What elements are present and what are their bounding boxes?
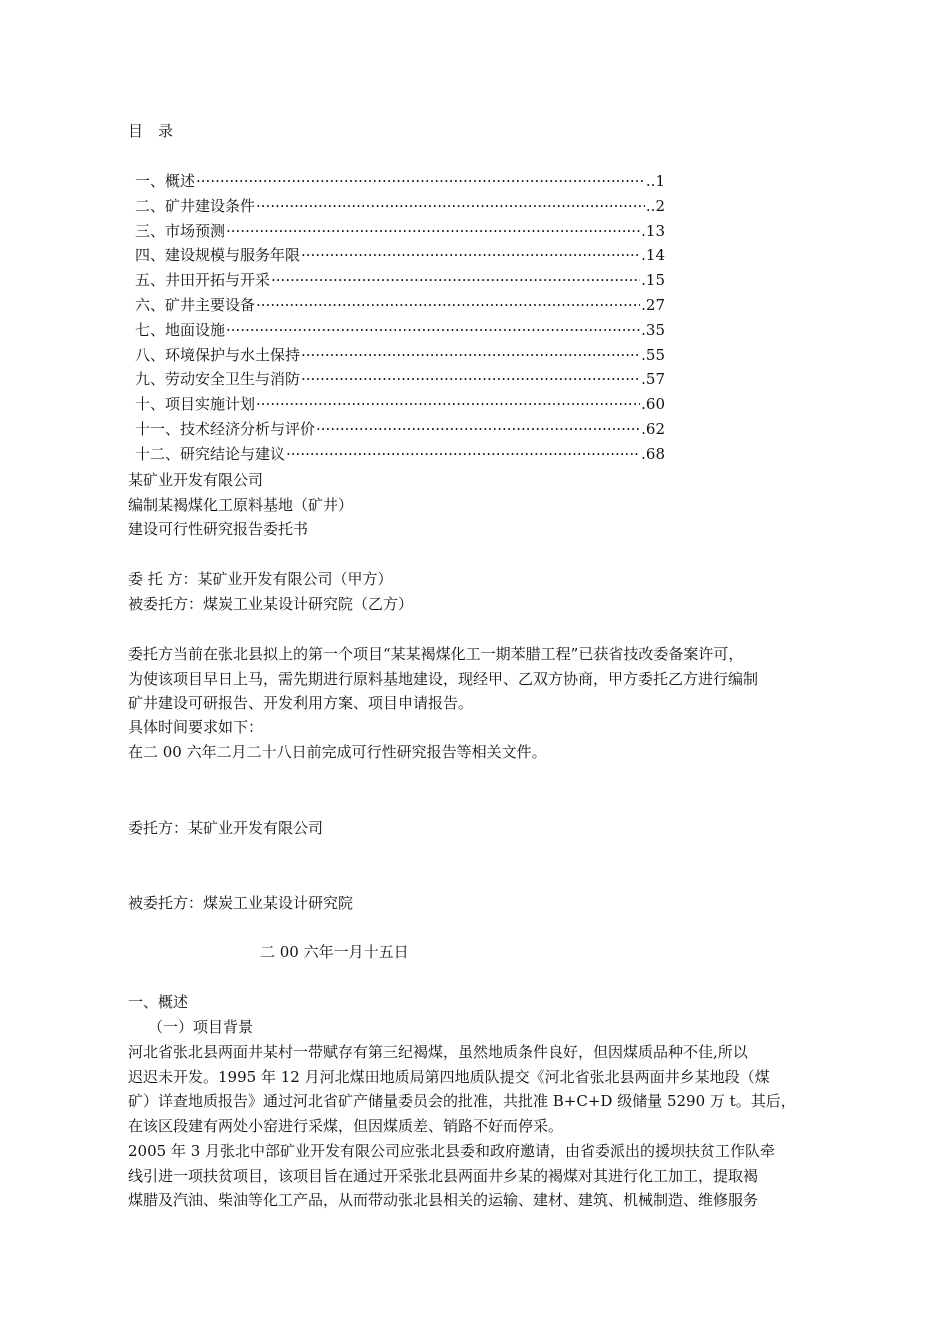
toc-dot-leader — [316, 418, 640, 440]
toc-dot-leader — [196, 170, 645, 192]
toc-item-title: 四、建设规模与服务年限 — [135, 246, 301, 265]
toc-item-page: .55 — [641, 345, 665, 364]
toc-dot-leader — [271, 269, 640, 291]
toc-item-title: 三、市场预测 — [135, 221, 226, 240]
commission-body-line-3: 矿井建设可研报告、开发利用方案、项目申请报告。 — [128, 694, 474, 712]
overview-heading: 一、概述 — [128, 993, 189, 1011]
overview-subheading: （一）项目背景 — [148, 1018, 254, 1036]
toc-item-title: 二、矿井建设条件 — [135, 196, 256, 215]
toc-item — [135, 418, 665, 440]
toc-item — [135, 443, 665, 465]
toc-dot-leader — [301, 344, 640, 366]
toc-item — [135, 244, 665, 266]
toc-item — [135, 170, 665, 192]
overview-para1-line-2: 迟迟未开发。1995 年 12 月河北煤田地质局第四地质队提交《河北省张北县两面井乡某地段（煤 — [128, 1068, 770, 1086]
signature-client: 委托方：某矿业开发有限公司 — [128, 819, 324, 837]
toc-item — [135, 319, 665, 341]
toc-item-page: .62 — [641, 420, 665, 438]
toc-item-title: 十二、研究结论与建议 — [135, 444, 286, 463]
overview-para2-line-3: 煤腊及汽油、柴油等化工产品，从而带动张北县相关的运输、建材、建筑、机械制造、维修服务 — [128, 1191, 759, 1209]
toc-item-page: .13 — [641, 221, 665, 240]
toc-heading: 目 录 — [128, 122, 174, 140]
overview-para1-line-3: 矿）详查地质报告》通过河北省矿产储量委员会的批准，共批准 B+C+D 级储量 5290 万 t。其后， — [128, 1092, 796, 1110]
toc-dot-leader — [301, 244, 640, 266]
deadline: 在二 00 六年二月二十八日前完成可行性研究报告等相关文件。 — [128, 743, 547, 761]
toc-item-page: .35 — [641, 320, 665, 339]
toc-item-page: .68 — [641, 444, 665, 463]
toc-item-title: 九、劳动安全卫生与消防 — [135, 370, 301, 389]
overview-para1-line-1: 河北省张北县两面井某村一带赋存有第三纪褐煤，虽然地质条件良好，但因煤质品种不佳,所以 — [128, 1043, 748, 1061]
overview-para2-line-1: 2005 年 3 月张北中部矿业开发有限公司应张北县委和政府邀请，由省委派出的援坝扶贫工作队牵 — [128, 1142, 776, 1160]
toc-item — [135, 269, 665, 291]
toc-item — [135, 294, 665, 316]
toc-item-page: .60 — [641, 395, 665, 414]
overview-para1-line-4: 在该区段建有两处小窑进行采煤，但因煤质差、销路不好而停采。 — [128, 1117, 564, 1135]
commission-body-line-1: 委托方当前在张北县拟上的第一个项目“某某褐煤化工一期苯腊工程”已获省技改委备案许可， — [128, 645, 744, 663]
toc-item — [135, 220, 665, 242]
toc-item — [135, 195, 665, 217]
toc-item — [135, 368, 665, 390]
toc-item-title: 八、环境保护与水土保持 — [135, 345, 301, 364]
toc-item-page: .57 — [641, 370, 665, 389]
toc-item-title: 十、项目实施计划 — [135, 395, 256, 414]
toc-item-page: .27 — [641, 296, 665, 314]
time-requirement: 具体时间要求如下： — [128, 718, 264, 736]
toc-item-page: ..1 — [645, 172, 665, 190]
toc-dot-leader — [256, 294, 640, 316]
toc-item-page: .14 — [641, 246, 665, 265]
commission-body-line-2: 为使该项目早日上马，需先期进行原料基地建设，现经甲、乙双方协商，甲方委托乙方进行编制 — [128, 670, 759, 688]
toc-item-title: 七、地面设施 — [135, 320, 226, 339]
toc-dot-leader — [286, 443, 640, 465]
toc-dot-leader — [256, 393, 640, 415]
commission-title-line-3: 建设可行性研究报告委托书 — [128, 520, 309, 538]
toc-item — [135, 344, 665, 366]
signature-contractor: 被委托方：煤炭工业某设计研究院 — [128, 894, 354, 912]
commission-title-line-1: 某矿业开发有限公司 — [128, 471, 264, 489]
party-a: 委 托 方：某矿业开发有限公司（甲方） — [128, 570, 393, 588]
toc-dot-leader — [256, 195, 645, 217]
overview-para2-line-2: 线引进一项扶贫项目，该项目旨在通过开采张北县两面井乡某的褐煤对其进行化工加工，提取褐 — [128, 1167, 759, 1185]
commission-title-line-2: 编制某褐煤化工原料基地（矿井） — [128, 496, 354, 514]
toc-item — [135, 393, 665, 415]
toc-dot-leader — [226, 319, 640, 341]
toc-item-title: 一、概述 — [135, 172, 196, 190]
toc-item-title: 六、矿井主要设备 — [135, 296, 256, 314]
toc-dot-leader — [226, 220, 640, 242]
toc-item-page: ..2 — [645, 196, 665, 215]
party-b: 被委托方：煤炭工业某设计研究院（乙方） — [128, 595, 414, 613]
toc-item-page: .15 — [641, 271, 665, 290]
toc-item-title: 十一、技术经济分析与评价 — [135, 420, 316, 438]
toc-item-title: 五、井田开拓与开采 — [135, 271, 271, 290]
commission-date: 二 00 六年一月十五日 — [260, 943, 409, 961]
toc-dot-leader — [301, 368, 640, 390]
